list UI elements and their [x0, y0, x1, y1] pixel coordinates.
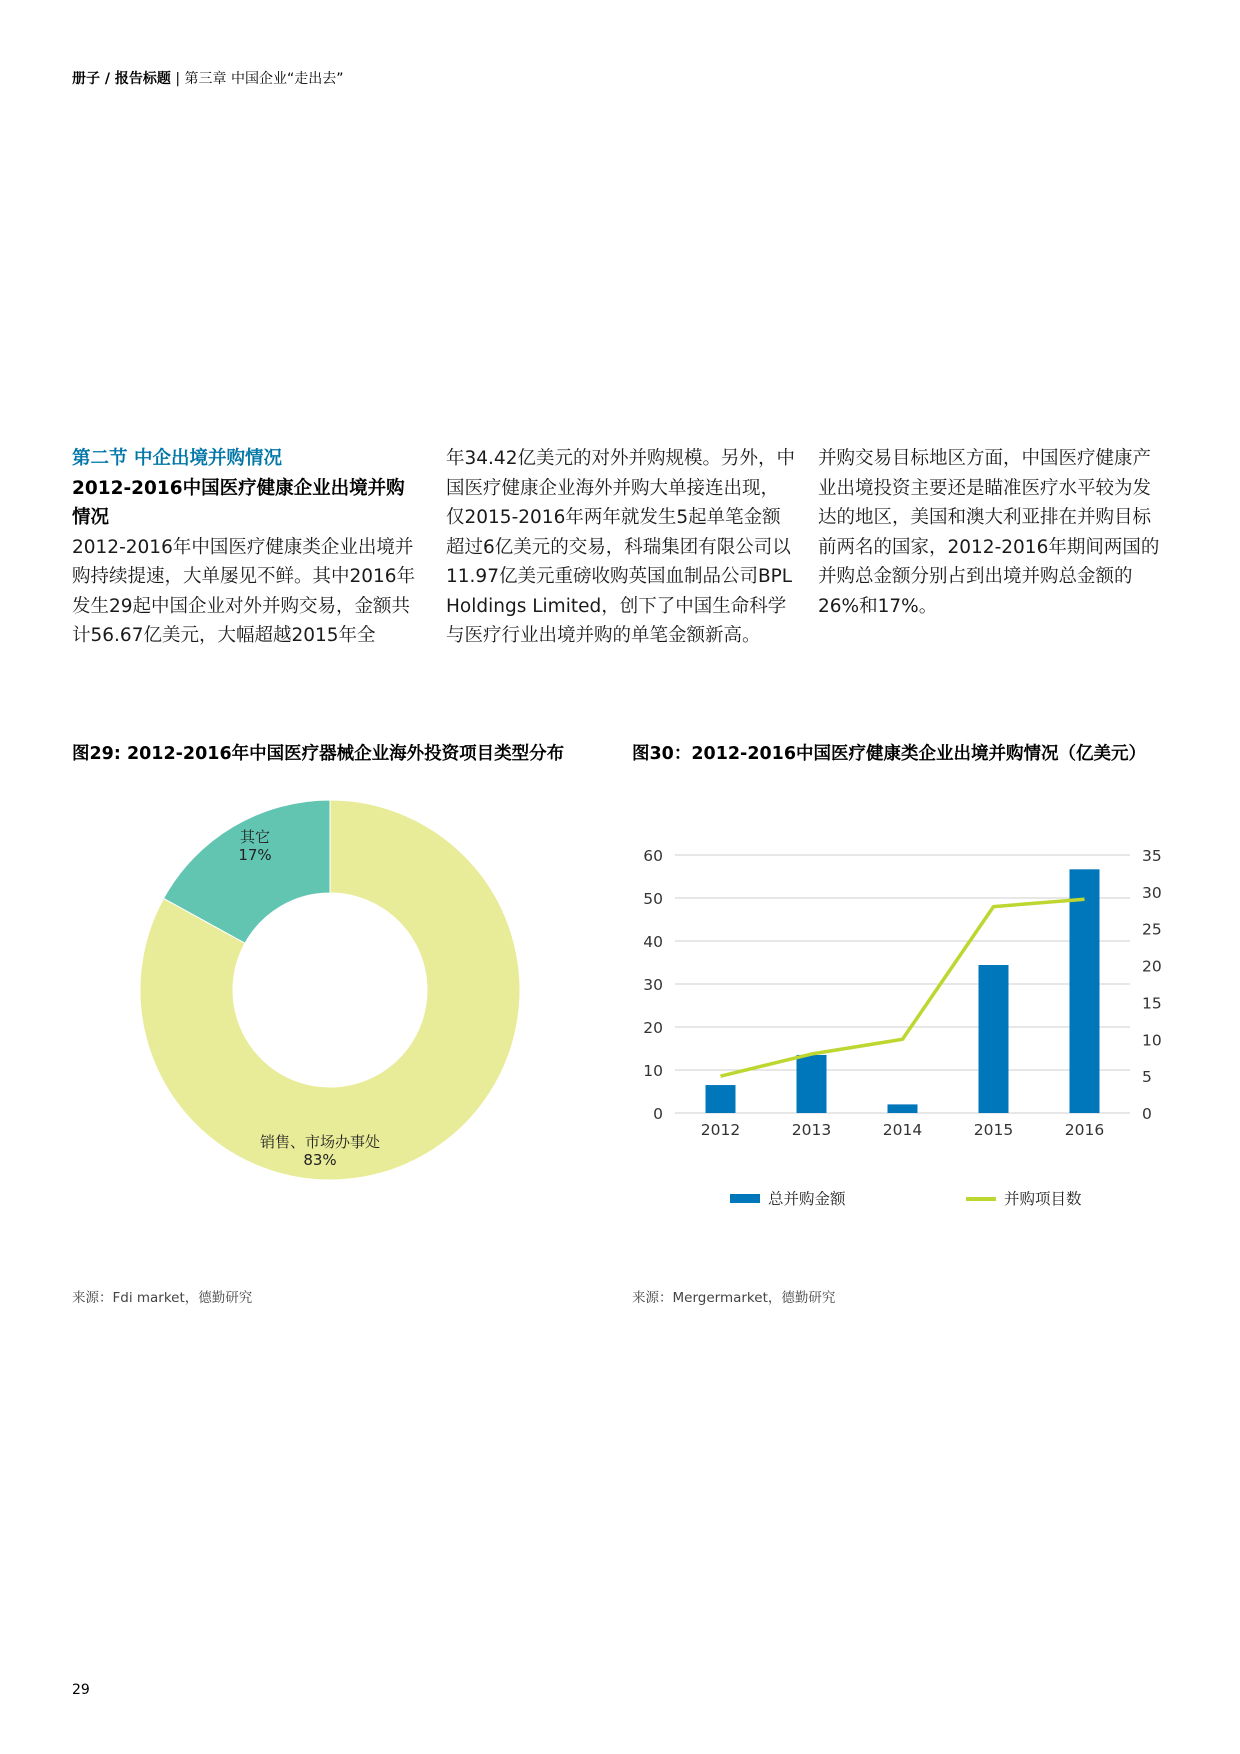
x-tick-2014: 2014	[882, 1121, 923, 1139]
bar-2016	[1070, 869, 1100, 1113]
text-column-3	[818, 444, 1166, 621]
line-series-count	[721, 899, 1085, 1076]
fig30-title: 图30：2012-2016中国医疗健康类企业出境并购情况（亿美元）	[632, 744, 1147, 764]
y-right-tick-10: 10	[1142, 1031, 1162, 1050]
y-right-tick-0: 0	[1142, 1105, 1152, 1123]
column-2-text: 年34.42亿美元的对外并购规模。另外，中国医疗健康企业海外并购大单接连出现，仅2015-2016年两年就发生5起单笔金额超过6亿美元的交易，科瑞集团有限公司以11.97亿美元重磅收购英国血制品公司BPL Holdings Limited，创下了中国生命科学与医疗行业出境并购的单笔金额新高。	[446, 448, 795, 646]
donut-value-label-0: 17%	[238, 846, 272, 864]
y-right-tick-5: 5	[1142, 1068, 1152, 1087]
page-number: 29	[72, 1682, 90, 1698]
fig30-combo-chart	[630, 830, 1190, 1230]
y-left-tick-30: 30	[643, 976, 663, 994]
text-column-2	[446, 444, 796, 651]
header-breadcrumb-rest: | 第三章 中国企业“走出去”	[170, 71, 344, 87]
y-right-tick-35: 35	[1142, 847, 1162, 865]
fig29-donut-chart	[120, 790, 570, 1210]
y-left-tick-40: 40	[643, 933, 663, 951]
donut-label-0: 其它	[239, 828, 271, 846]
y-left-tick-10: 10	[643, 1062, 663, 1080]
legend-label-bar: 总并购金额	[768, 1190, 846, 1208]
y-left-tick-0: 0	[653, 1105, 663, 1123]
fig29-title: 图29: 2012-2016年中国医疗器械企业海外投资项目类型分布	[72, 744, 565, 764]
y-left-tick-20: 20	[643, 1019, 663, 1037]
x-tick-2013: 2013	[791, 1121, 832, 1139]
column-1-text: 2012-2016年中国医疗健康类企业出境并购持续提速，大单屡见不鲜。其中2016年发生29起中国企业对外并购交易，金额共计56.67亿美元，大幅超越2015年全	[72, 536, 416, 646]
y-right-tick-30: 30	[1142, 883, 1162, 902]
section-subtitle: 2012-2016中国医疗健康企业出境并购情况	[72, 477, 405, 528]
column-3-text: 并购交易目标地区方面，中国医疗健康产业出境投资主要还是瞄准医疗水平较为发达的地区，美国和澳大利亚排在并购目标前两名的国家，2012-2016年期间两国的并购总金额分别占到出境并购总金额的26%和17%。	[818, 448, 1160, 617]
bar-2012	[706, 1085, 736, 1113]
running-header	[72, 68, 343, 88]
bar-2014	[888, 1104, 918, 1113]
donut-label-1: 销售、市场办事处	[259, 1133, 381, 1151]
x-tick-2016: 2016	[1064, 1121, 1105, 1139]
y-right-tick-25: 25	[1142, 920, 1162, 939]
x-tick-2012: 2012	[700, 1121, 741, 1139]
text-column-1	[72, 444, 420, 651]
y-right-tick-15: 15	[1142, 994, 1162, 1013]
y-left-tick-50: 50	[643, 890, 663, 908]
y-left-tick-60: 60	[643, 847, 663, 865]
fig29-source: 来源：Fdi market，德勤研究	[72, 1290, 253, 1306]
bar-2013	[797, 1055, 827, 1113]
y-right-tick-20: 20	[1142, 957, 1162, 976]
bar-2015	[979, 965, 1009, 1113]
legend-label-line: 并购项目数	[1004, 1190, 1082, 1208]
section-title: 第二节 中企出境并购情况	[72, 448, 282, 469]
header-breadcrumb-bold: 册子 / 报告标题	[72, 71, 171, 87]
x-tick-2015: 2015	[973, 1121, 1014, 1139]
legend-swatch-bar	[730, 1194, 760, 1203]
fig30-source: 来源：Mergermarket，德勤研究	[632, 1290, 836, 1306]
donut-value-label-1: 83%	[303, 1151, 337, 1169]
